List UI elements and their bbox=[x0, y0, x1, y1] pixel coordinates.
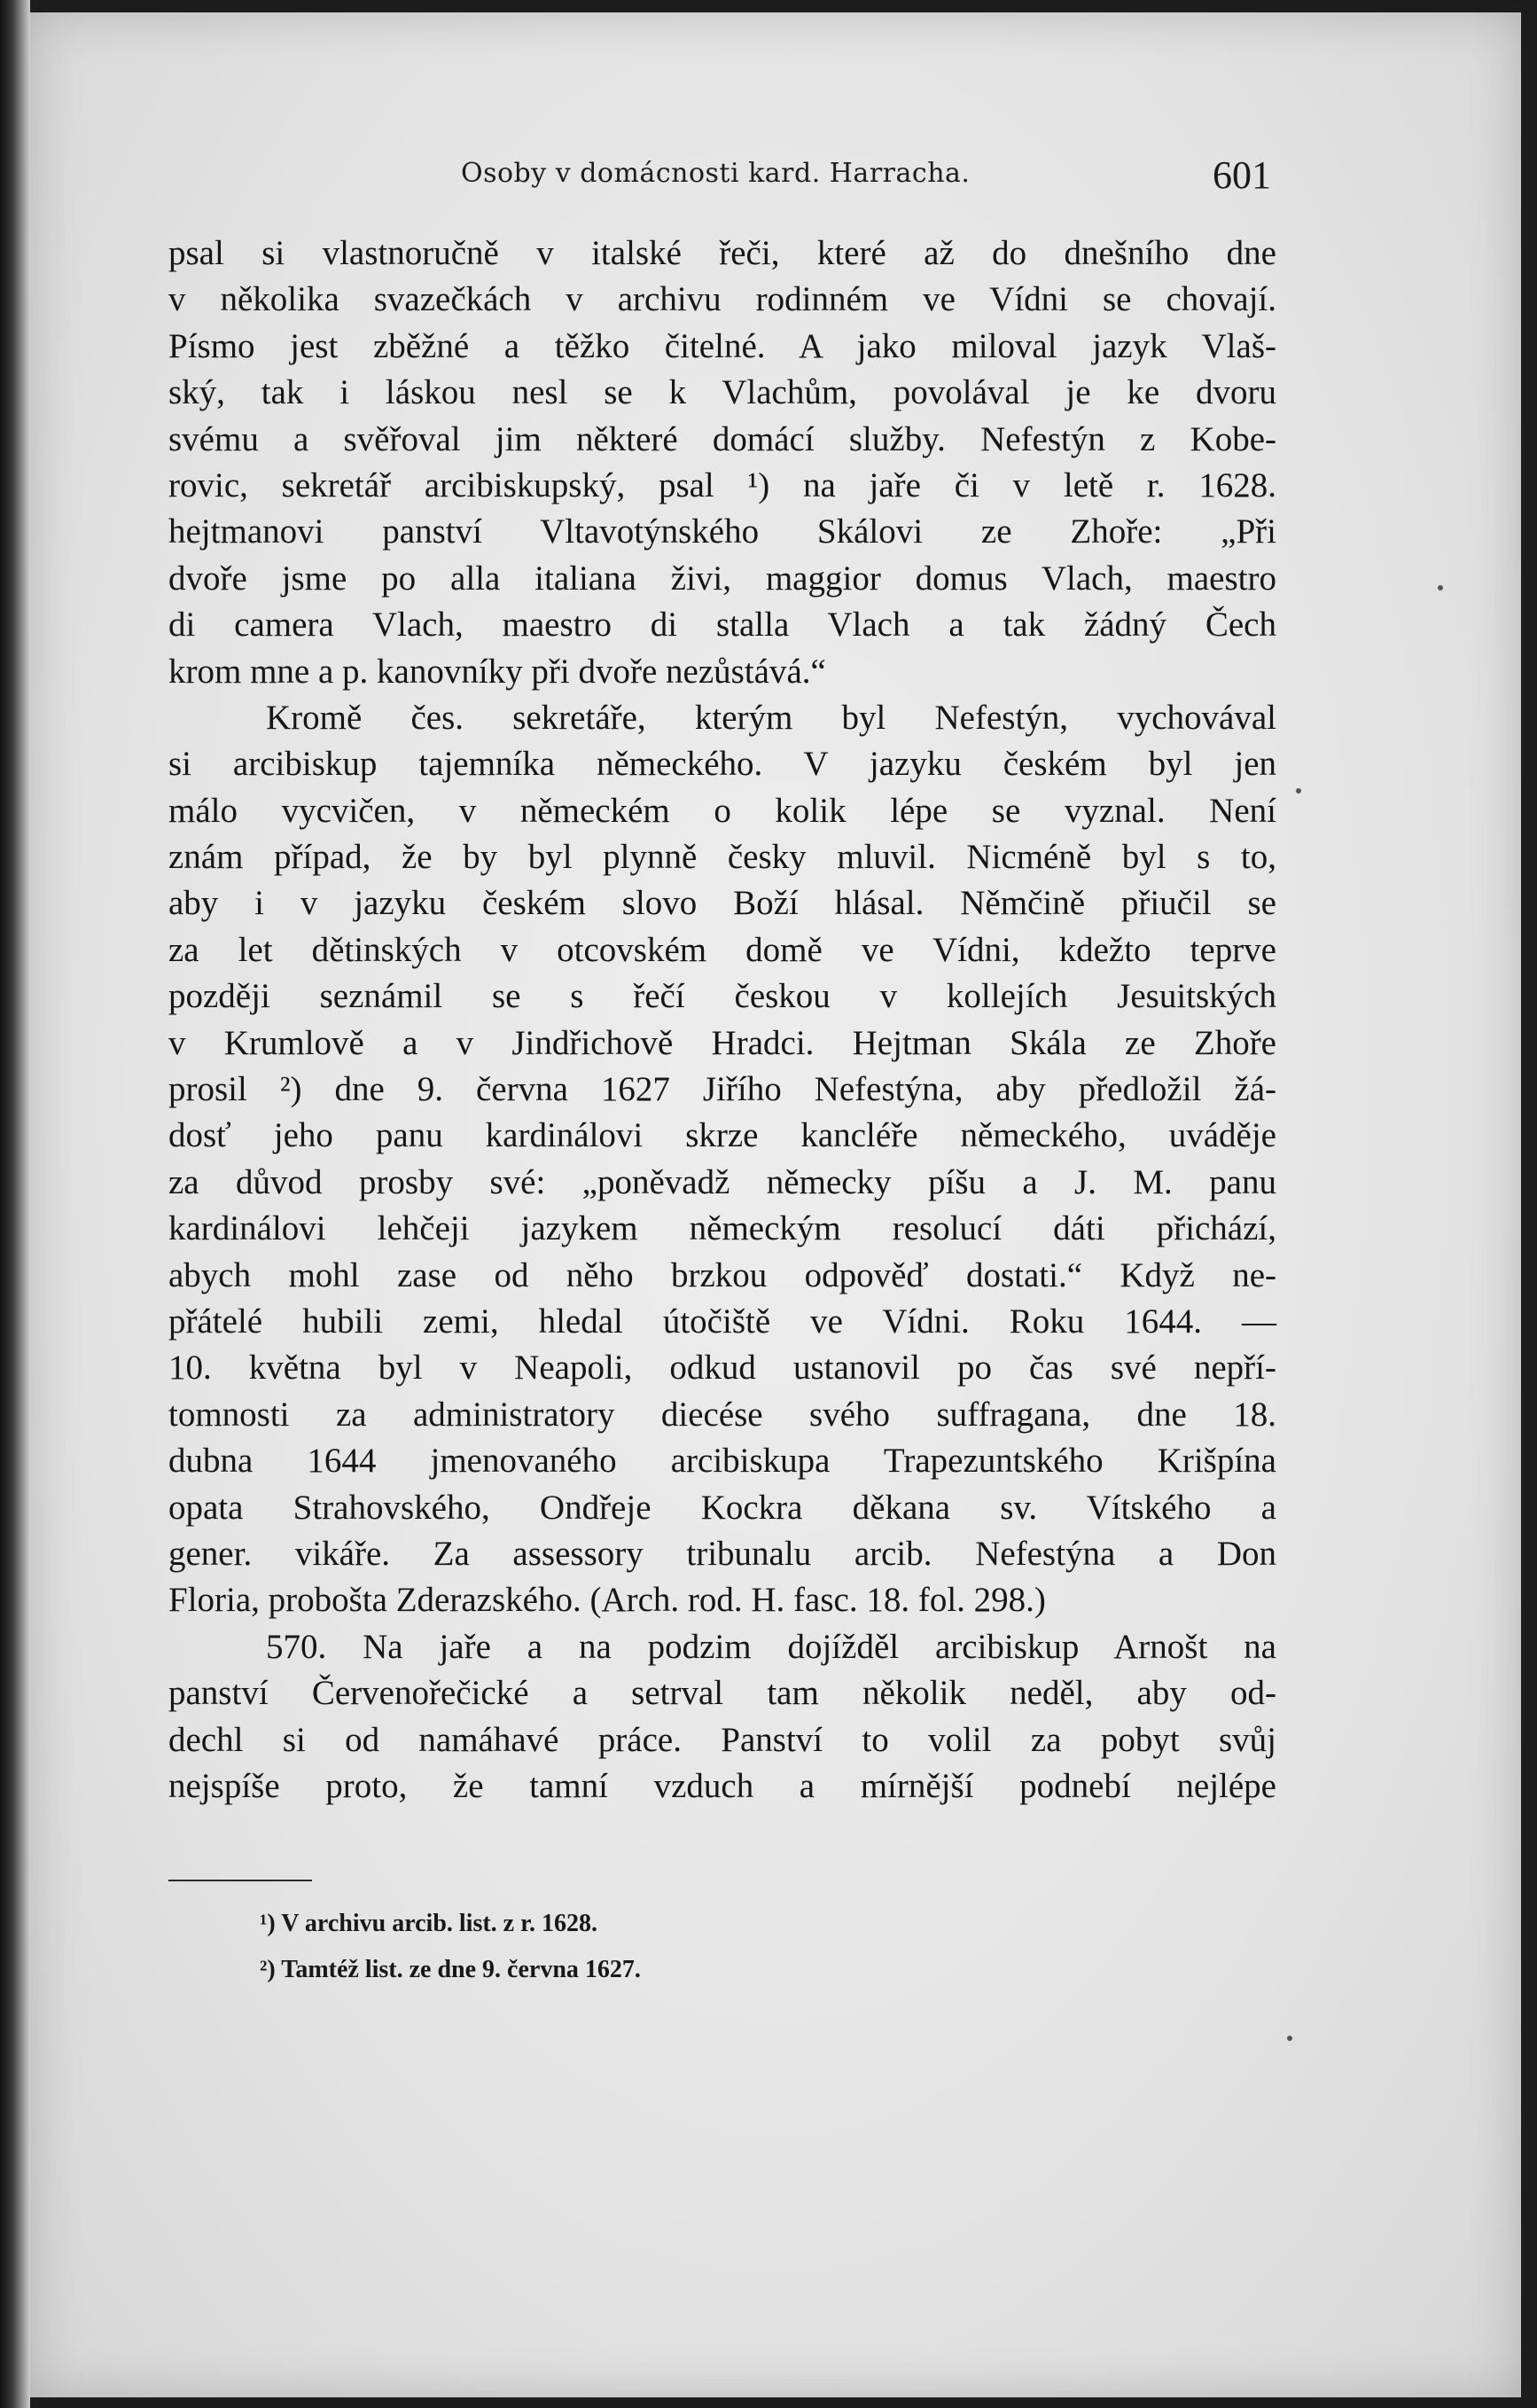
running-head: Osoby v domácnosti kard. Harracha. bbox=[461, 158, 971, 189]
text-line: psal si vlastnoručně v italské řeči, které až do dnešního dne bbox=[168, 234, 1276, 272]
text-line: opata Strahovského, Ondřeje Kockra děkana sv. Vítského a bbox=[168, 1488, 1276, 1527]
page-number: 601 bbox=[1213, 153, 1271, 197]
text-line: za důvod prosby své: „poněvadž německy píšu a J. M. panu bbox=[168, 1162, 1276, 1201]
text-line: dubna 1644 jmenovaného arcibiskupa Trapezuntského Krišpína bbox=[168, 1442, 1276, 1481]
text-line: Floria, probošta Zderazského. (Arch. rod. H. fasc. 18. fol. 298.) bbox=[168, 1581, 1046, 1620]
text-line: dosť jeho panu kardinálovi skrze kancléře německého, uváděje bbox=[168, 1116, 1276, 1155]
text-line: aby i v jazyku českém slovo Boží hlásal. Němčině přiučil se bbox=[168, 884, 1276, 923]
text-line: krom mne a p. kanovníky při dvoře nezůstává.“ bbox=[168, 652, 826, 691]
text-line: gener. vikáře. Za assessory tribunalu arcib. Nefestýna a Don bbox=[168, 1534, 1276, 1573]
footnote-1: ¹) V archivu arcib. list. z r. 1628. bbox=[260, 1910, 597, 1937]
footnote-2: ²) Tamtéž list. ze dne 9. června 1627. bbox=[260, 1956, 641, 1983]
text-line: 10. května byl v Neapoli, odkud ustanovil po čas své nepří- bbox=[168, 1349, 1276, 1388]
footnote-rule bbox=[168, 1880, 312, 1881]
text-line: si arcibiskup tajemníka německého. V jazyku českém byl jen bbox=[168, 745, 1276, 784]
text-line: 570. Na jaře a na podzim dojížděl arcibiskup Arnošt na bbox=[266, 1627, 1276, 1666]
text-line: Písmo jest zběžné a těžko čitelné. A jako miloval jazyk Vlaš- bbox=[168, 326, 1276, 365]
text-line: prosil ²) dne 9. června 1627 Jiřího Nefestýna, aby předložil žá- bbox=[168, 1070, 1276, 1109]
paragraph-2 bbox=[168, 695, 1276, 1624]
text-line: v Krumlově a v Jindřichově Hradci. Hejtman Skála ze Zhoře bbox=[168, 1023, 1276, 1062]
paragraph-3 bbox=[168, 1624, 1276, 1810]
text-line: dvoře jsme po alla italiana živi, maggior domus Vlach, maestro bbox=[168, 559, 1276, 598]
text-line: svému a svěřoval jim některé domácí služby. Nefestýn z Kobe- bbox=[168, 419, 1276, 458]
text-line: hejtmanovi panství Vltavotýnského Skálovi ze Zhoře: „Při bbox=[168, 512, 1276, 551]
text-line: přátelé hubili zemi, hledal útočiště ve Vídni. Roku 1644. — bbox=[168, 1302, 1276, 1341]
text-line: málo vycvičen, v německém o kolik lépe se vyznal. Není bbox=[168, 791, 1276, 830]
text-line: rovic, sekretář arcibiskupský, psal ¹) na jaře či v letě r. 1628. bbox=[168, 465, 1276, 504]
text-line: tomnosti za administratory diecése svého suffragana, dne 18. bbox=[168, 1395, 1276, 1434]
footnotes bbox=[260, 1901, 641, 1993]
body-text bbox=[168, 231, 1276, 1810]
text-line: panství Červenořečické a setrval tam několik neděl, aby od- bbox=[168, 1674, 1276, 1713]
text-line: později seznámil se s řečí českou v kollejích Jesuitských bbox=[168, 977, 1276, 1016]
text-line: Kromě čes. sekretáře, kterým byl Nefestýn, vychovával bbox=[266, 698, 1276, 737]
scan-left-edge bbox=[0, 0, 30, 2408]
scan-speck bbox=[1296, 788, 1301, 794]
paragraph-1 bbox=[168, 231, 1276, 695]
text-line: znám případ, že by byl plynně česky mluvil. Nicméně byl s to, bbox=[168, 838, 1276, 877]
text-line: dechl si od namáhavé práce. Panství to volil za pobyt svůj bbox=[168, 1720, 1276, 1759]
text-line: kardinálovi lehčeji jazykem německým resolucí dáti přichází, bbox=[168, 1209, 1276, 1248]
text-line: nejspíše proto, že tamní vzduch a mírnější podnebí nejlépe bbox=[168, 1766, 1276, 1805]
text-line: ský, tak i láskou nesl se k Vlachům, povolával je ke dvoru bbox=[168, 373, 1276, 412]
text-line: di camera Vlach, maestro di stalla Vlach a tak žádný Čech bbox=[168, 606, 1276, 645]
scan-speck bbox=[1438, 585, 1443, 590]
text-line: za let dětinských v otcovském domě ve Vídni, kdežto teprve bbox=[168, 930, 1276, 969]
text-line: v několika svazečkách v archivu rodinném ve Vídni se chovají. bbox=[168, 280, 1276, 319]
text-line: abych mohl zase od něho brzkou odpověď dostati.“ Když ne- bbox=[168, 1255, 1276, 1294]
scan-speck bbox=[1287, 2036, 1292, 2041]
